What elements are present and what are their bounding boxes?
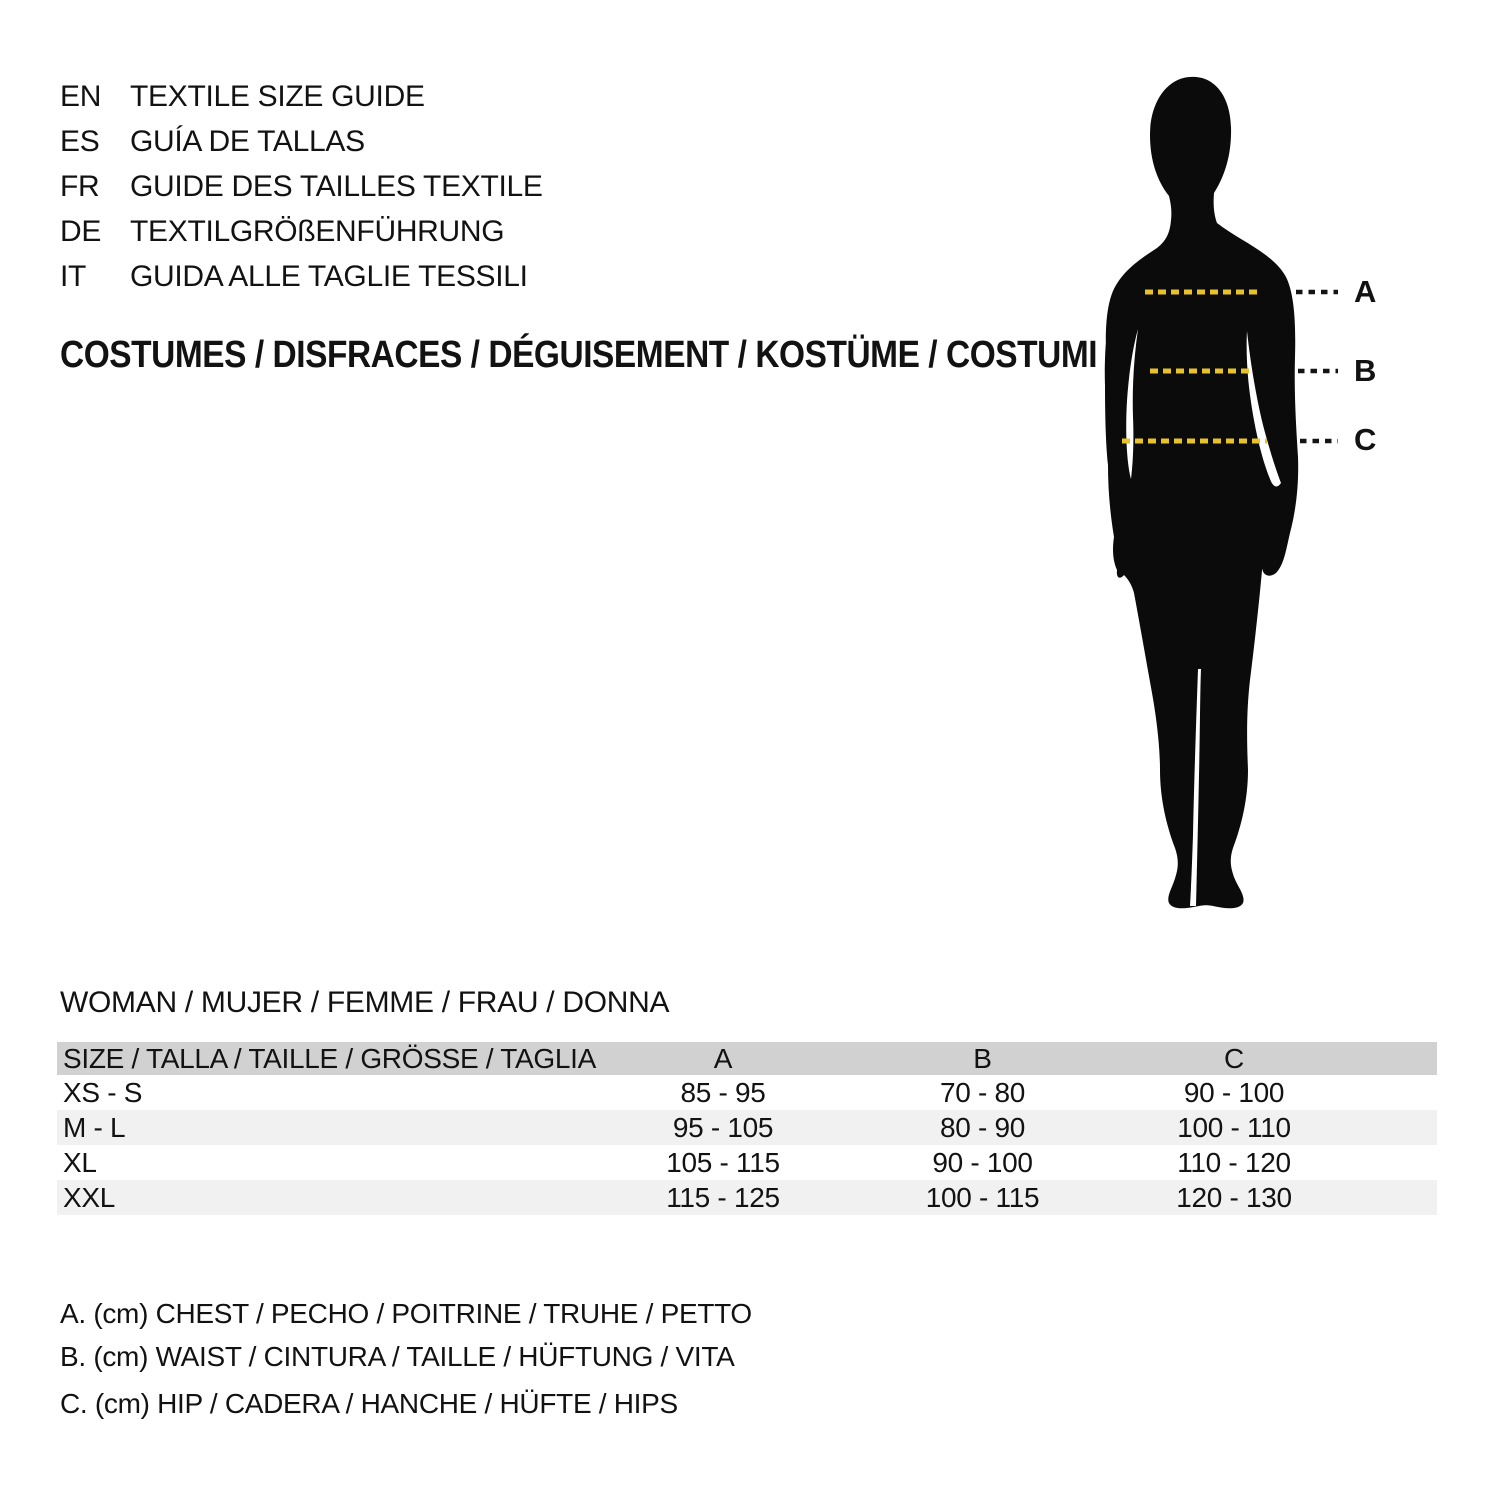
value-cell-a: 115 - 125 xyxy=(666,1181,780,1213)
value-cell-a: 95 - 105 xyxy=(672,1111,774,1143)
value-cell-c: 90 - 100 xyxy=(1183,1076,1285,1108)
legend-waist: B. (cm) WAIST / CINTURA / TAILLE / HÜFTUNG / VITA xyxy=(60,1341,735,1372)
marker-label-c: C xyxy=(1354,422,1377,457)
table-row xyxy=(57,1110,1437,1145)
language-row-es xyxy=(60,119,543,164)
gender-title: WOMAN / MUJER / FEMME / FRAU / DONNA xyxy=(60,986,670,1019)
value-cell-c: 120 - 130 xyxy=(1176,1181,1292,1213)
language-row-it xyxy=(60,254,543,299)
value-cell-b: 80 - 90 xyxy=(939,1111,1026,1143)
language-code: FR xyxy=(60,169,100,203)
header-size-label: SIZE / TALLA / TAILLE / GRÖSSE / TAGLIA xyxy=(63,1042,596,1074)
table-row xyxy=(57,1180,1437,1215)
language-list xyxy=(60,74,543,299)
legend-hip: C. (cm) HIP / CADERA / HANCHE / HÜFTE / HIPS xyxy=(60,1388,678,1419)
language-label: GUIDE DES TAILLES TEXTILE xyxy=(130,169,543,203)
value-cell-c: 110 - 120 xyxy=(1177,1146,1291,1178)
language-code: DE xyxy=(60,214,102,248)
language-code: EN xyxy=(60,79,102,113)
table-row xyxy=(57,1075,1437,1110)
language-row-de xyxy=(60,209,543,254)
marker-label-b: B xyxy=(1354,353,1377,388)
category-title: COSTUMES / DISFRACES / DÉGUISEMENT / KOSTÜME / COSTUMI xyxy=(60,334,1098,376)
table-header-row xyxy=(57,1042,1437,1075)
language-label: GUIDA ALLE TAGLIE TESSILI xyxy=(130,259,528,293)
size-cell: XXL xyxy=(63,1181,116,1213)
language-label: TEXTILE SIZE GUIDE xyxy=(130,79,425,113)
value-cell-a: 105 - 115 xyxy=(666,1146,780,1178)
value-cell-b: 100 - 115 xyxy=(925,1181,1040,1213)
language-label: GUÍA DE TALLAS xyxy=(130,124,365,158)
language-code: IT xyxy=(60,259,87,293)
value-cell-c: 100 - 110 xyxy=(1177,1111,1291,1143)
value-cell-b: 90 - 100 xyxy=(932,1146,1033,1178)
header-col-a: A xyxy=(713,1042,733,1074)
header-col-b: B xyxy=(973,1042,992,1074)
value-cell-a: 85 - 95 xyxy=(680,1076,766,1108)
woman-silhouette-icon xyxy=(1080,65,1350,955)
language-code: ES xyxy=(60,124,100,158)
size-cell: M - L xyxy=(63,1111,126,1143)
table-row xyxy=(57,1145,1437,1180)
measurement-figure xyxy=(1080,65,1380,955)
legend-chest: A. (cm) CHEST / PECHO / POITRINE / TRUHE / PETTO xyxy=(60,1298,752,1329)
marker-label-a: A xyxy=(1354,274,1377,309)
language-row-en xyxy=(60,74,543,119)
value-cell-b: 70 - 80 xyxy=(939,1076,1026,1108)
size-table xyxy=(57,1042,1437,1215)
language-label: TEXTILGRÖßENFÜHRUNG xyxy=(130,214,505,248)
size-cell: XL xyxy=(63,1146,97,1178)
header-col-c: C xyxy=(1224,1042,1244,1074)
language-row-fr xyxy=(60,164,543,209)
size-cell: XS - S xyxy=(63,1076,143,1108)
